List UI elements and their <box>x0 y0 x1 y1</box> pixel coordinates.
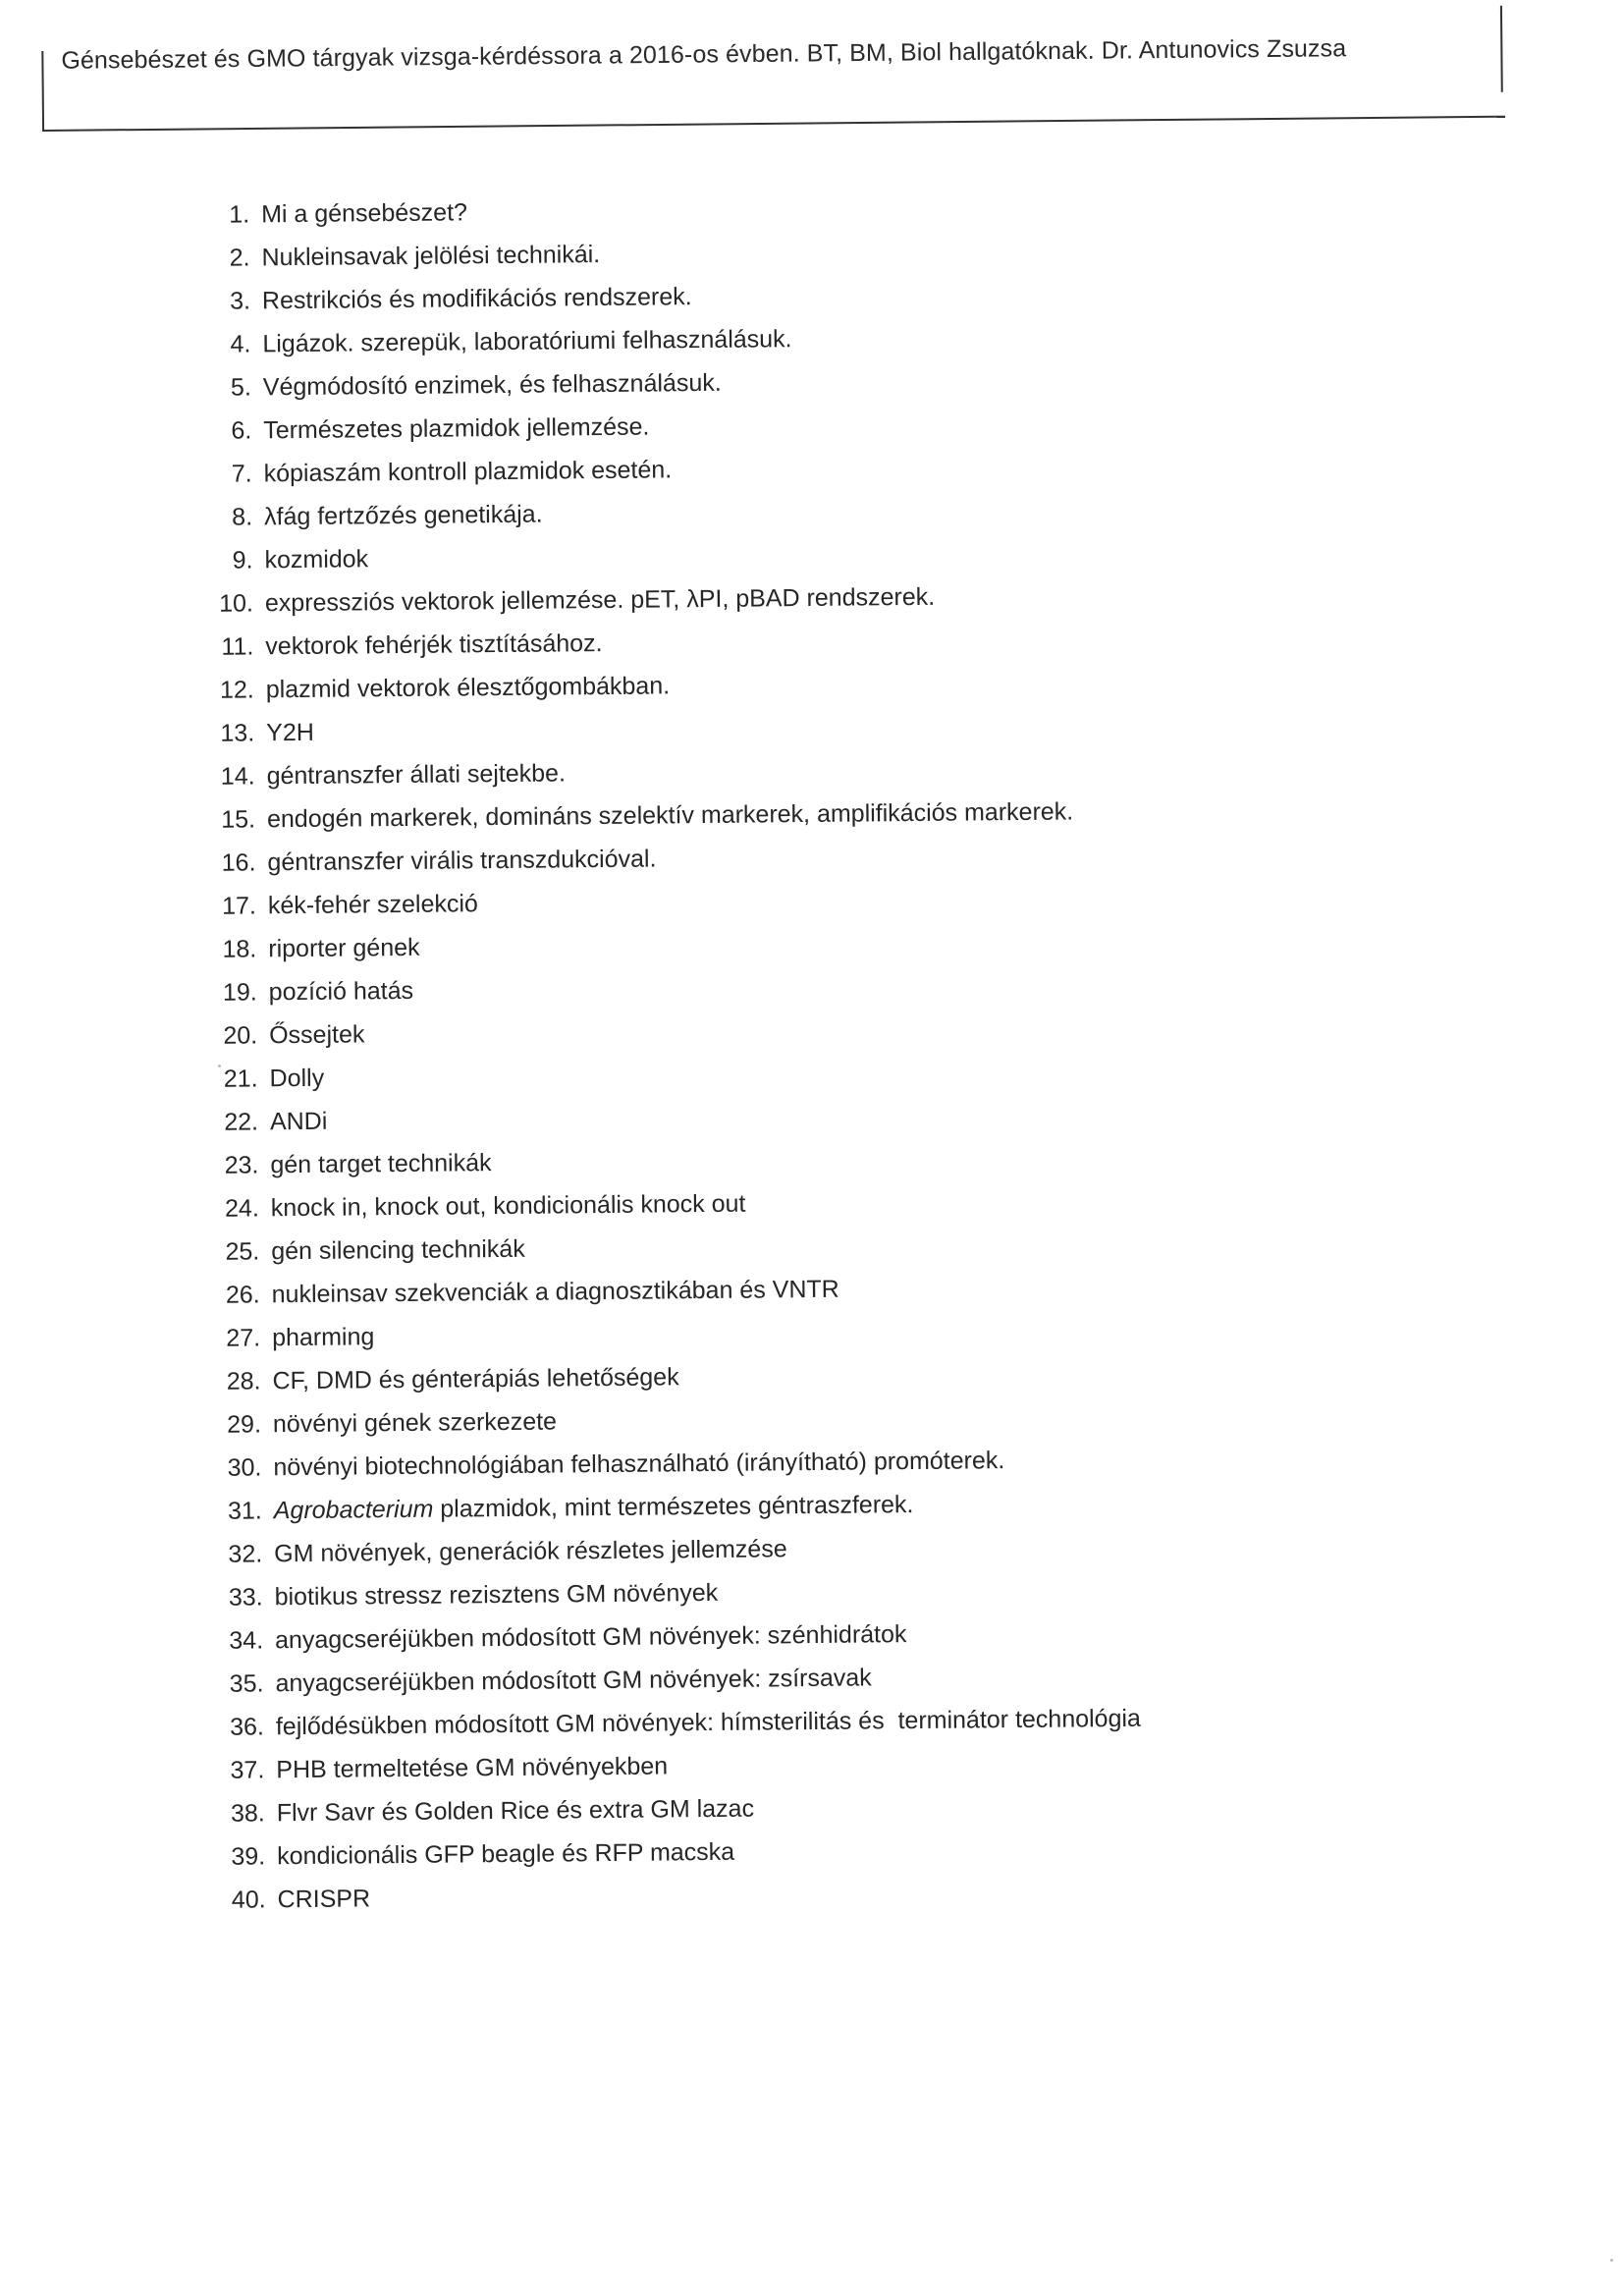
question-text: ANDi <box>269 1107 328 1136</box>
header-border-bottom <box>42 116 1505 132</box>
question-text: nukleinsav szekvenciák a diagnosztikában és VNTR <box>271 1275 839 1309</box>
question-number: 18. <box>222 935 257 963</box>
question-number: 13. <box>220 719 255 747</box>
question-text: növényi biotechnológiában felhasználható (irányítható) promóterek. <box>273 1447 1005 1482</box>
question-text: endogén markerek, domináns szelektív markerek, amplifikációs markerek. <box>266 797 1074 834</box>
question-number: 30. <box>227 1453 262 1482</box>
question-text: Dolly <box>269 1064 325 1093</box>
scan-speck <box>218 1065 221 1067</box>
question-number: 15. <box>221 805 256 834</box>
question-number: 5. <box>230 373 251 402</box>
question-text: kondicionális GFP beagle és RFP macska <box>277 1837 735 1871</box>
question-text: riporter gének <box>268 933 420 963</box>
question-number: 23. <box>224 1151 259 1179</box>
header-box <box>41 6 1503 130</box>
question-text: CF, DMD és génterápiás lehetőségek <box>272 1363 679 1395</box>
question-text: Y2H <box>266 718 314 747</box>
question-number: 9. <box>232 546 253 574</box>
question-text: növényi gének szerkezete <box>272 1407 558 1439</box>
question-number: 11. <box>221 632 254 661</box>
question-number: 12. <box>219 676 254 704</box>
question-number: 6. <box>231 416 252 445</box>
scan-speck <box>1610 2259 1613 2262</box>
question-text: anyagcseréjükben módosított GM növények: szénhidrátok <box>274 1620 907 1655</box>
question-number: 25. <box>225 1237 260 1266</box>
question-text: gén silencing technikák <box>271 1234 525 1266</box>
question-text: anyagcseréjükben módosított GM növények: zsírsavak <box>275 1664 872 1698</box>
question-number: 24. <box>224 1194 259 1223</box>
question-number: 34. <box>229 1626 264 1655</box>
question-text: kozmidok <box>264 545 369 574</box>
question-number: 36. <box>230 1713 265 1741</box>
question-number: 21. <box>223 1065 258 1093</box>
question-text-rest: plazmidok, mint természetes géntraszferek. <box>433 1491 914 1523</box>
header-border-left <box>41 51 44 132</box>
question-number: 38. <box>230 1799 265 1828</box>
question-number: 4. <box>230 330 251 358</box>
question-text: λfág fertzőzés genetikája. <box>263 500 543 531</box>
question-text: pharming <box>271 1323 375 1352</box>
question-text: Restrikciós és modifikációs rendszerek. <box>261 283 692 315</box>
question-number: 32. <box>228 1540 263 1568</box>
question-text: géntranszfer virális transzdukcióval. <box>267 845 657 877</box>
question-text: Nukleinsavak jelölési technikái. <box>261 241 601 272</box>
question-number: 31. <box>227 1497 262 1525</box>
question-text: plazmid vektorok élesztőgombákban. <box>265 672 671 704</box>
question-text: Mi a génsebészet? <box>260 198 468 229</box>
question-text: gén target technikák <box>270 1149 492 1179</box>
question-number: 17. <box>221 892 257 920</box>
question-number: 22. <box>224 1108 259 1136</box>
question-number: 27. <box>226 1324 261 1352</box>
question-text: Őssejtek <box>269 1020 365 1050</box>
question-number: 40. <box>231 1886 266 1914</box>
question-number: 3. <box>229 287 251 315</box>
question-number: 28. <box>226 1367 261 1395</box>
question-text <box>274 1491 914 1524</box>
header-border-right <box>1500 6 1503 92</box>
question-text: vektorok fehérjék tisztításához. <box>265 629 603 661</box>
question-number: 2. <box>229 244 250 272</box>
question-text: géntranszfer állati sejtekbe. <box>266 759 567 791</box>
question-text: expressziós vektorok jellemzése. pET, λPI, pBAD rendszerek. <box>264 582 936 618</box>
question-list <box>192 192 1143 1930</box>
question-number: 10. <box>219 589 254 618</box>
question-text: biotikus stressz rezisztens GM növények <box>274 1578 719 1612</box>
list-item <box>208 1878 1142 1930</box>
question-number: 35. <box>229 1669 264 1698</box>
question-number: 8. <box>232 503 253 531</box>
question-text: kópiaszám kontroll plazmidok esetén. <box>263 456 673 488</box>
question-number: 19. <box>222 978 257 1007</box>
question-number: 39. <box>231 1842 266 1871</box>
page-title: Génsebészet és GMO tárgyak vizsga-kérdéssora a 2016-os évben. BT, BM, Biol hallgatóknak. Dr. Antunovics Zsuzsa <box>61 34 1347 75</box>
question-text: CRISPR <box>277 1885 371 1914</box>
question-italic-term: Agrobacterium <box>273 1495 434 1525</box>
question-text: Flvr Savr és Golden Rice és extra GM lazac <box>276 1794 755 1828</box>
question-text: pozíció hatás <box>268 976 414 1007</box>
question-number: 14. <box>220 762 255 791</box>
question-text: PHB termeltetése GM növényekben <box>276 1752 669 1784</box>
question-text: Végmódosító enzimek, és felhasználásuk. <box>262 368 722 402</box>
question-number: 7. <box>231 460 252 488</box>
question-number: 16. <box>221 848 256 877</box>
question-text: Természetes plazmidok jellemzése. <box>263 412 650 445</box>
question-number: 20. <box>223 1021 258 1050</box>
question-text: fejlődésükben módosított GM növények: hímsterilitás és terminátor technológia <box>275 1704 1142 1741</box>
question-text: kék-fehér szelekció <box>267 890 478 920</box>
question-number: 1. <box>229 200 250 229</box>
question-number: 37. <box>230 1756 265 1784</box>
question-text: knock in, knock out, kondicionális knock out <box>270 1189 746 1223</box>
question-number: 29. <box>227 1410 262 1439</box>
question-number: 26. <box>225 1281 260 1309</box>
question-number: 33. <box>228 1583 263 1612</box>
question-text: GM növények, generációk részletes jellemzése <box>274 1535 787 1568</box>
question-text: Ligázok. szerepük, laboratóriumi felhasználásuk. <box>262 325 792 358</box>
